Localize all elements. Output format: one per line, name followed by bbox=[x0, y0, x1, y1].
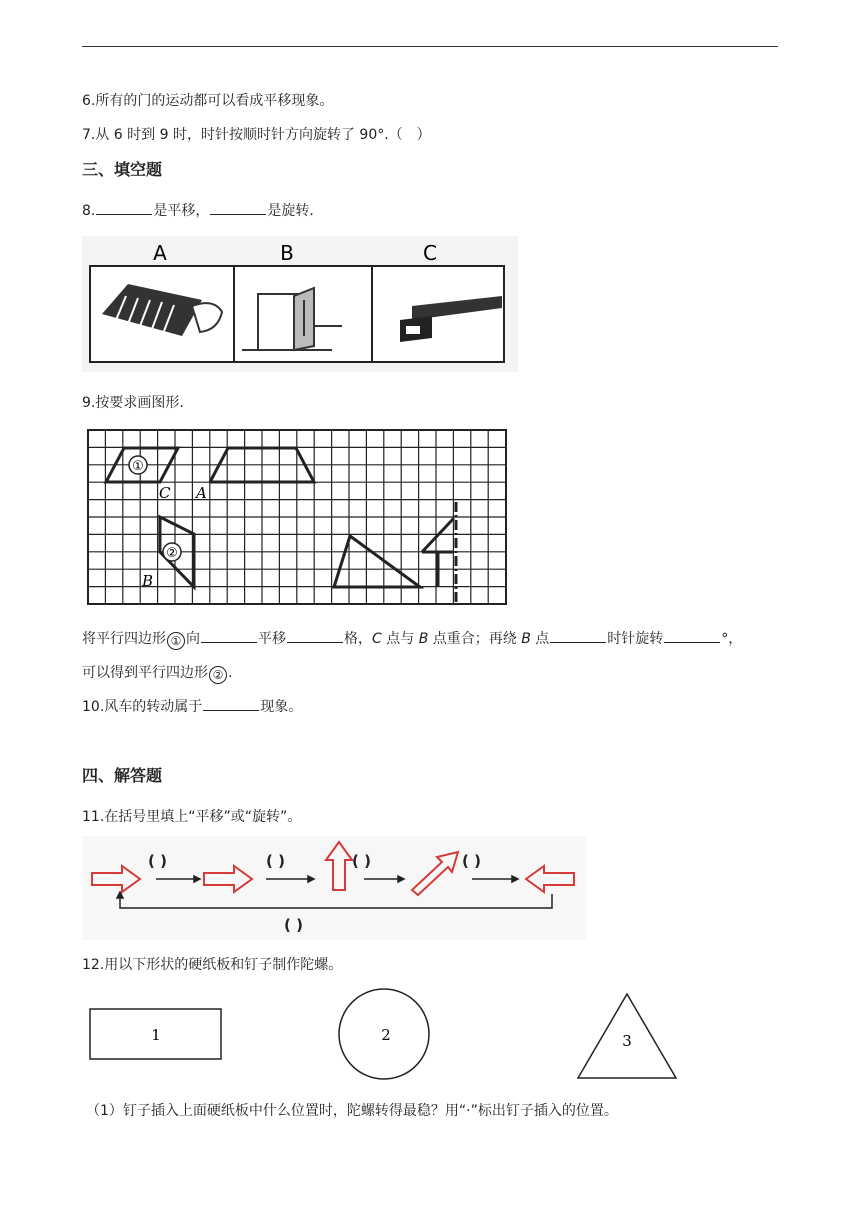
q9-text-9: °， bbox=[721, 631, 743, 647]
q9-text-6: 点重合；再绕 bbox=[428, 631, 522, 647]
question-12: 12.用以下形状的硬纸板和钉子制作陀螺。 bbox=[82, 957, 343, 973]
paren-2[interactable]: ( ) bbox=[266, 852, 285, 870]
q9-blank-steps[interactable] bbox=[287, 630, 343, 643]
header-rule bbox=[82, 46, 778, 47]
q9-text-7: 点 bbox=[530, 631, 550, 647]
q9-blank-direction[interactable] bbox=[201, 630, 257, 643]
q8-blank-1[interactable] bbox=[96, 202, 152, 215]
q12-subquestion-1: （1）钉子插入上面硬纸板中什么位置时，陀螺转得最稳？用“·”标出钉子插入的位置。 bbox=[86, 1103, 618, 1119]
q8-mid: 是平移， bbox=[153, 203, 210, 219]
shape-label-3: 3 bbox=[622, 1032, 632, 1050]
question-6: 6.所有的门的运动都可以看成平移现象。 bbox=[82, 93, 334, 109]
q10-prefix: 10.风车的转动属于 bbox=[82, 699, 203, 715]
q9-instruction-line-2 bbox=[82, 662, 232, 684]
q9-point-b-2: B bbox=[521, 631, 531, 647]
q9-text-10: 可以得到平行四边形 bbox=[82, 665, 208, 681]
q9-blank-degrees[interactable] bbox=[664, 630, 720, 643]
question-11: 11.在括号里填上“平移”或“旋转”。 bbox=[82, 809, 302, 825]
q9-instruction-line-1 bbox=[82, 628, 742, 650]
question-10 bbox=[82, 696, 302, 716]
shape-label-2: 2 bbox=[381, 1026, 391, 1044]
q9-text-3: 平移 bbox=[258, 631, 286, 647]
q9-point-c: C bbox=[372, 631, 382, 647]
paren-5[interactable]: ( ) bbox=[284, 916, 303, 934]
q8-label-c: C bbox=[423, 241, 437, 265]
q10-suffix: 现象。 bbox=[260, 699, 303, 715]
point-a-label: A bbox=[196, 484, 207, 502]
q9-text-2: 向 bbox=[186, 631, 200, 647]
circled-1: ① bbox=[167, 632, 185, 650]
paren-1[interactable]: ( ) bbox=[148, 852, 167, 870]
q8-figure bbox=[82, 236, 518, 372]
q9-text-8: 时针旋转 bbox=[607, 631, 664, 647]
paren-3[interactable]: ( ) bbox=[352, 852, 371, 870]
paren-4[interactable]: ( ) bbox=[462, 852, 481, 870]
q11-figure bbox=[82, 836, 586, 940]
q9-grid-figure bbox=[86, 428, 512, 610]
q9-text-11: . bbox=[228, 665, 233, 681]
q9-blank-rotation-dir[interactable] bbox=[550, 630, 606, 643]
q9-text-5: 点与 bbox=[381, 631, 419, 647]
q9-point-b: B bbox=[418, 631, 429, 647]
shape2-label: ② bbox=[166, 546, 178, 561]
q9-text-4: 格， bbox=[344, 631, 372, 647]
q8-prefix: 8. bbox=[82, 203, 96, 219]
q9-text-1: 将平行四边形 bbox=[82, 631, 166, 647]
point-b-label: B bbox=[142, 572, 154, 590]
question-8 bbox=[82, 200, 314, 220]
circled-2: ② bbox=[209, 666, 227, 684]
q10-blank[interactable] bbox=[203, 698, 259, 711]
section-3-title: 三、填空题 bbox=[82, 160, 163, 179]
q8-suffix: 是旋转. bbox=[267, 203, 314, 219]
question-9: 9.按要求画图形. bbox=[82, 395, 184, 411]
section-4-title: 四、解答题 bbox=[82, 766, 163, 785]
q12-shapes-figure bbox=[82, 988, 682, 1088]
q8-label-b: B bbox=[280, 241, 294, 265]
q8-label-a: A bbox=[153, 241, 167, 265]
shape1-label: ① bbox=[132, 459, 144, 474]
point-c-label: C bbox=[159, 484, 171, 502]
shape-label-1: 1 bbox=[151, 1026, 161, 1044]
question-7: 7.从 6 时到 9 时，时针按顺时针方向旋转了 90°.（ ） bbox=[82, 127, 431, 143]
q8-blank-2[interactable] bbox=[210, 202, 266, 215]
